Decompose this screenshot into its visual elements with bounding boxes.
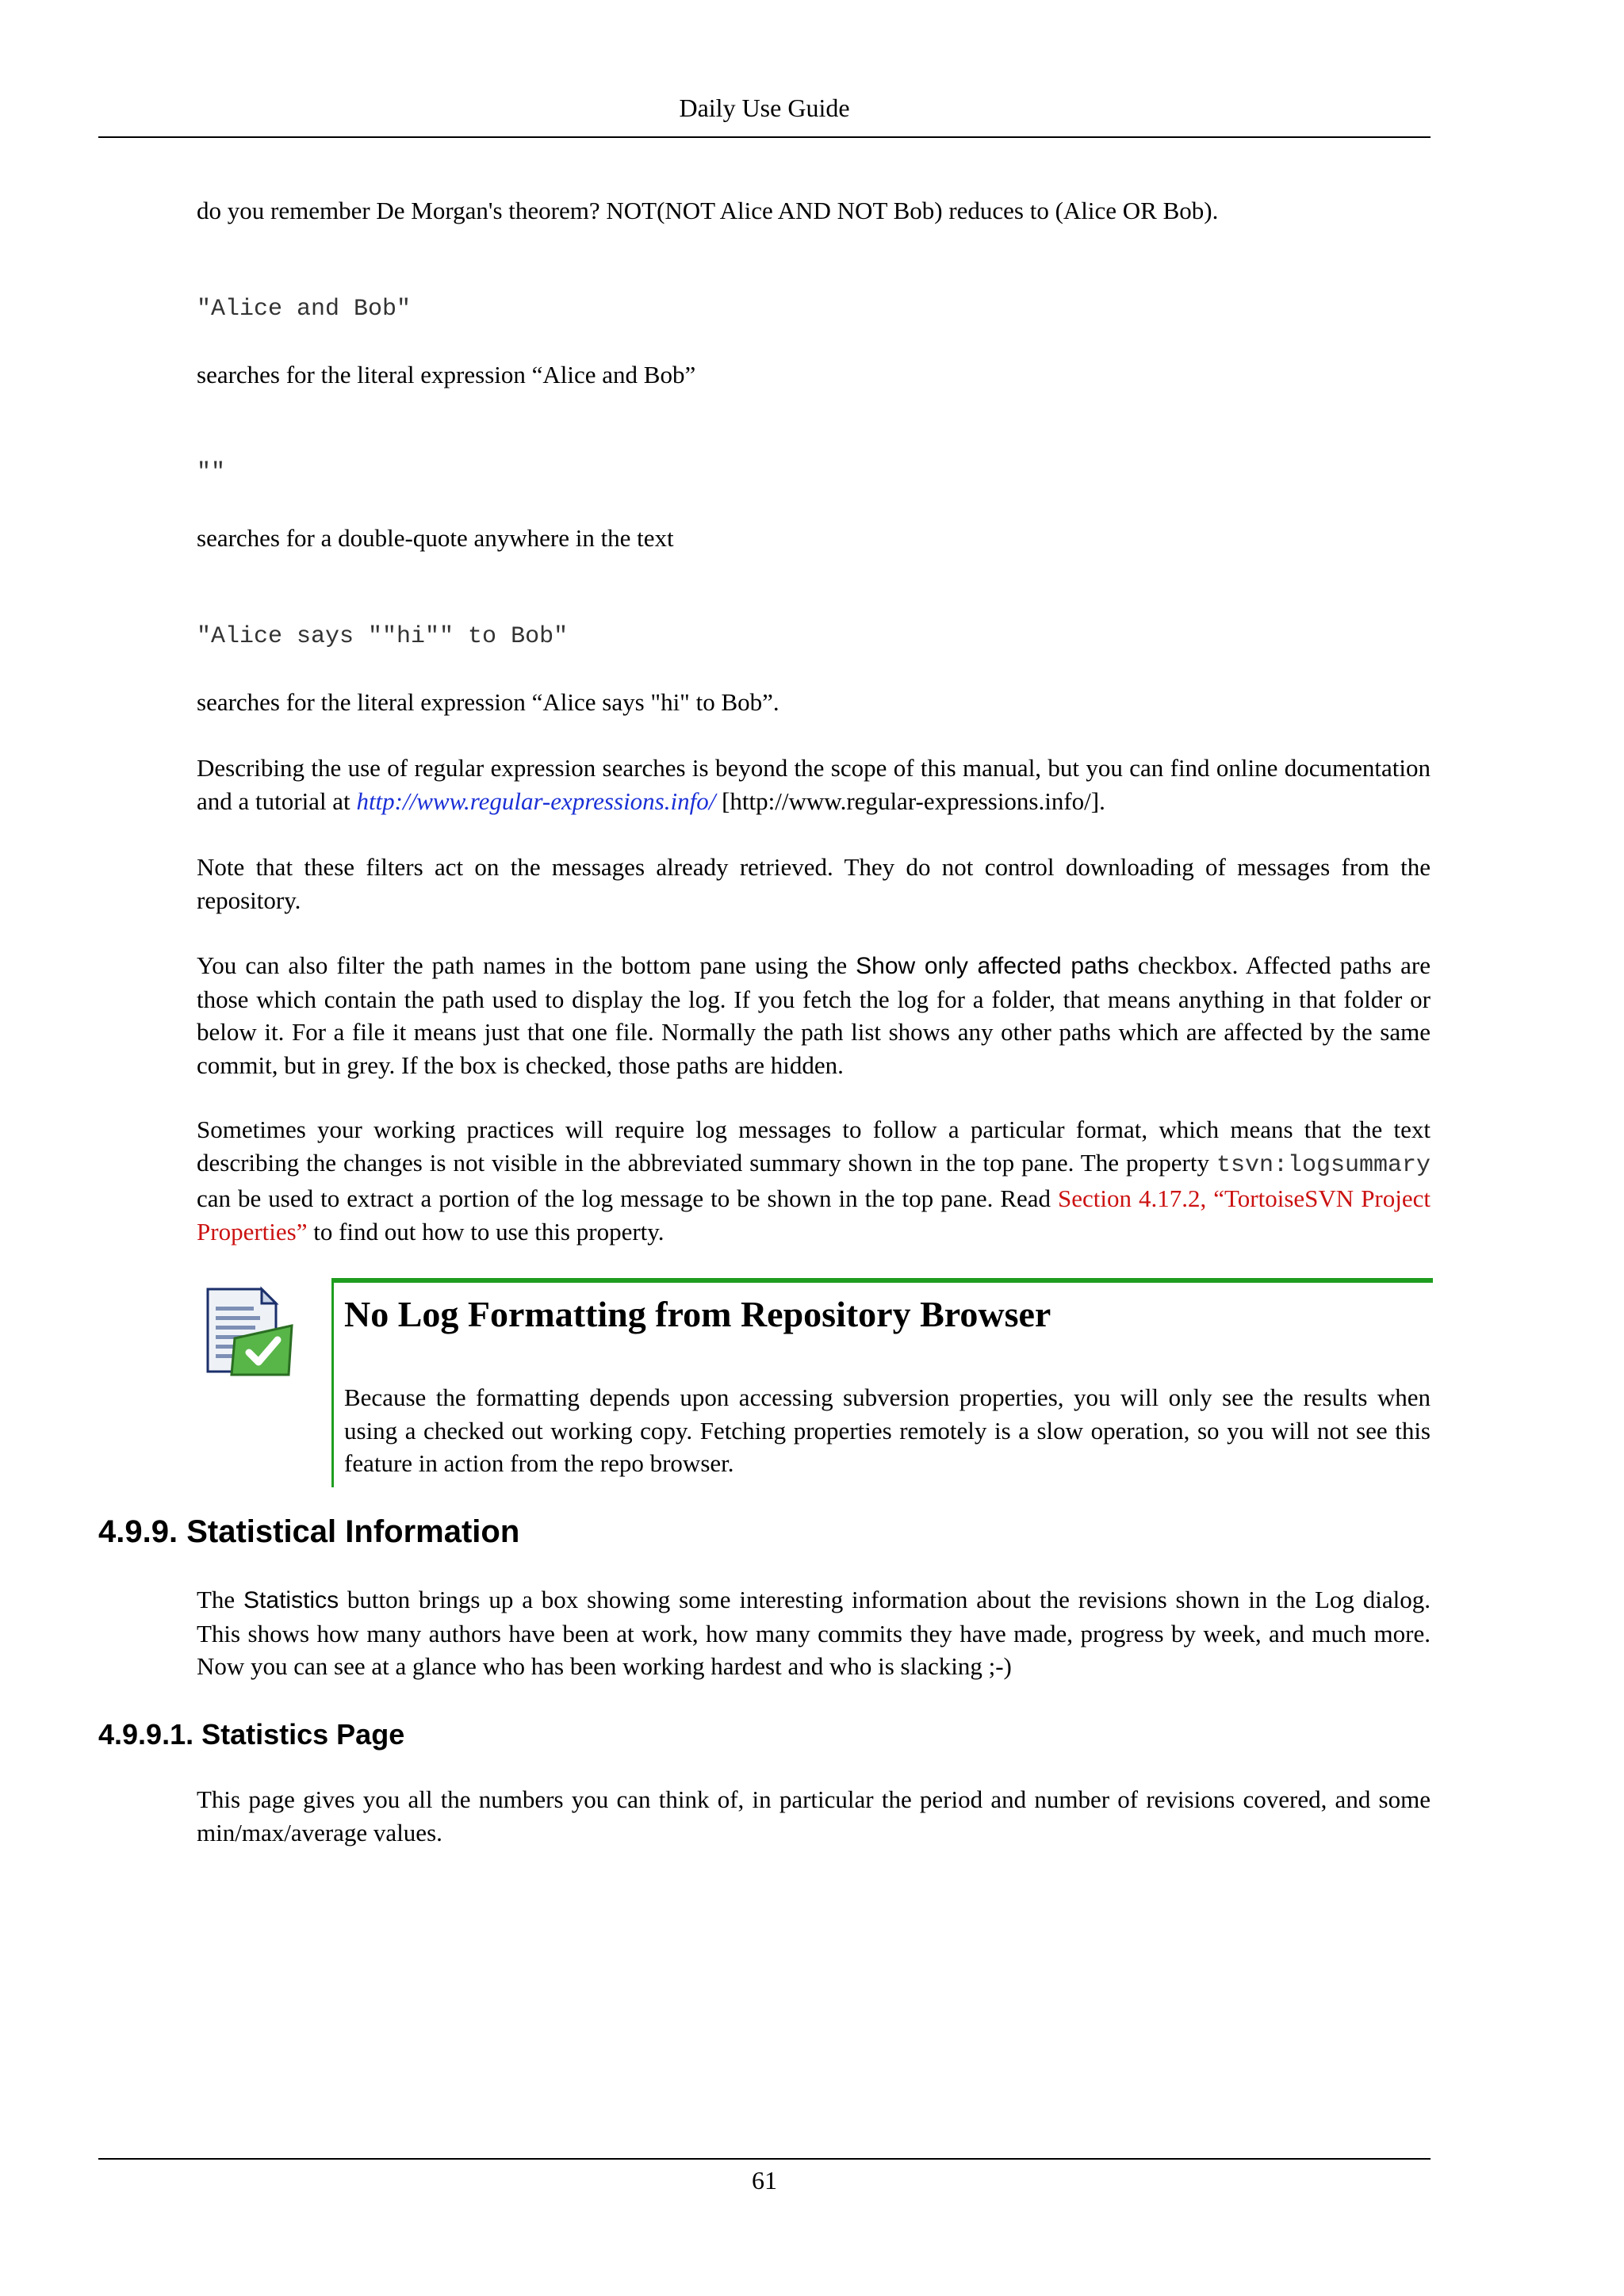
note-text: Because the formatting depends upon accessing subversion properties, you will only see the results when using a checked out working copy. Fetching properties remotely is a slow operation, so you will not see this feature in action from the repo browser. <box>344 1383 1431 1477</box>
logsummary-text-after: to find out how to use this property. <box>307 1217 665 1246</box>
paragraph-regex <box>197 752 1431 817</box>
code-example-double-quote: "" <box>197 459 226 486</box>
affected-text-before: You can also filter the path names in the bottom pane using the <box>197 951 856 979</box>
paragraph-filters-note: Note that these filters act on the messages already retrieved. They do not control downloading of messages from the repository. <box>197 853 1431 914</box>
page-header-title: Daily Use Guide <box>679 94 850 122</box>
project-properties-link[interactable]: Section 4.17.2, “TortoiseSVN Project Properties” <box>197 1184 1431 1246</box>
logsummary-text-middle: can be used to extract a portion of the log message to be shown in the top pane. Read <box>197 1184 1059 1212</box>
show-only-affected-paths-label: Show only affected paths <box>856 953 1129 979</box>
footer-rule <box>98 2158 1431 2160</box>
checked-document-icon <box>200 1283 295 1378</box>
statistics-text-before: The <box>197 1586 244 1613</box>
desc-double-quote: searches for a double-quote anywhere in the text <box>197 524 674 552</box>
statistics-text-after: button brings up a box showing some interesting information about the revisions shown in the Log dialog. This shows how many authors have been at work, how many commits they have made, progress by week, and much more. Now you can see at a glance who has been working hardest and who is slacking ;-) <box>197 1586 1431 1680</box>
section-heading-statistical-information: 4.9.9. Statistical Information <box>98 1514 520 1549</box>
desc-alice-and-bob: searches for the literal expression “Alice and Bob” <box>197 361 696 388</box>
regex-text-after: [http://www.regular-expressions.info/]. <box>715 786 1105 815</box>
note-title: No Log Formatting from Repository Browser <box>344 1294 1051 1334</box>
code-example-alice-and-bob: "Alice and Bob" <box>197 296 412 323</box>
regex-text-before: Describing the use of regular expression searches is beyond the scope of this manual, but you can find online documentation and a tutorial at <box>197 754 1431 815</box>
regex-link[interactable]: http://www.regular-expressions.info/ <box>356 786 716 815</box>
affected-text-after: checkbox. Affected paths are those which contain the path used to display the log. If you fetch the log for a folder, that means anything in that folder or below it. For a file it means just that one file. Normally the path list shows any other paths which are affected by the same commit, but in grey. If the box is checked, those paths are hidden. <box>197 951 1431 1079</box>
logsummary-text-before: Sometimes your working practices will require log messages to follow a particular format, which means that the text describing the changes is not visible in the abbreviated summary shown in the top pane. The property <box>197 1115 1431 1177</box>
code-example-alice-says-hi: "Alice says ""hi"" to Bob" <box>197 623 569 650</box>
desc-alice-says-hi: searches for the literal expression “Alice says "hi" to Bob”. <box>197 688 779 716</box>
paragraph-logsummary <box>197 1113 1431 1248</box>
paragraph-statistics <box>197 1583 1431 1683</box>
statistics-button-label: Statistics <box>243 1587 339 1613</box>
header-rule <box>98 136 1431 138</box>
page-number: 61 <box>752 2166 777 2195</box>
subsection-heading-statistics-page: 4.9.9.1. Statistics Page <box>98 1718 405 1751</box>
paragraph-statistics-page: This page gives you all the numbers you can think of, in particular the period and number of revisions covered, and some min/max/average values. <box>197 1785 1431 1846</box>
paragraph-affected-paths <box>197 949 1431 1081</box>
logsummary-code: tsvn:logsummary <box>1216 1151 1431 1179</box>
paragraph-de-morgan: do you remember De Morgan's theorem? NOT(NOT Alice AND NOT Bob) reduces to (Alice OR Bob). <box>197 197 1219 224</box>
